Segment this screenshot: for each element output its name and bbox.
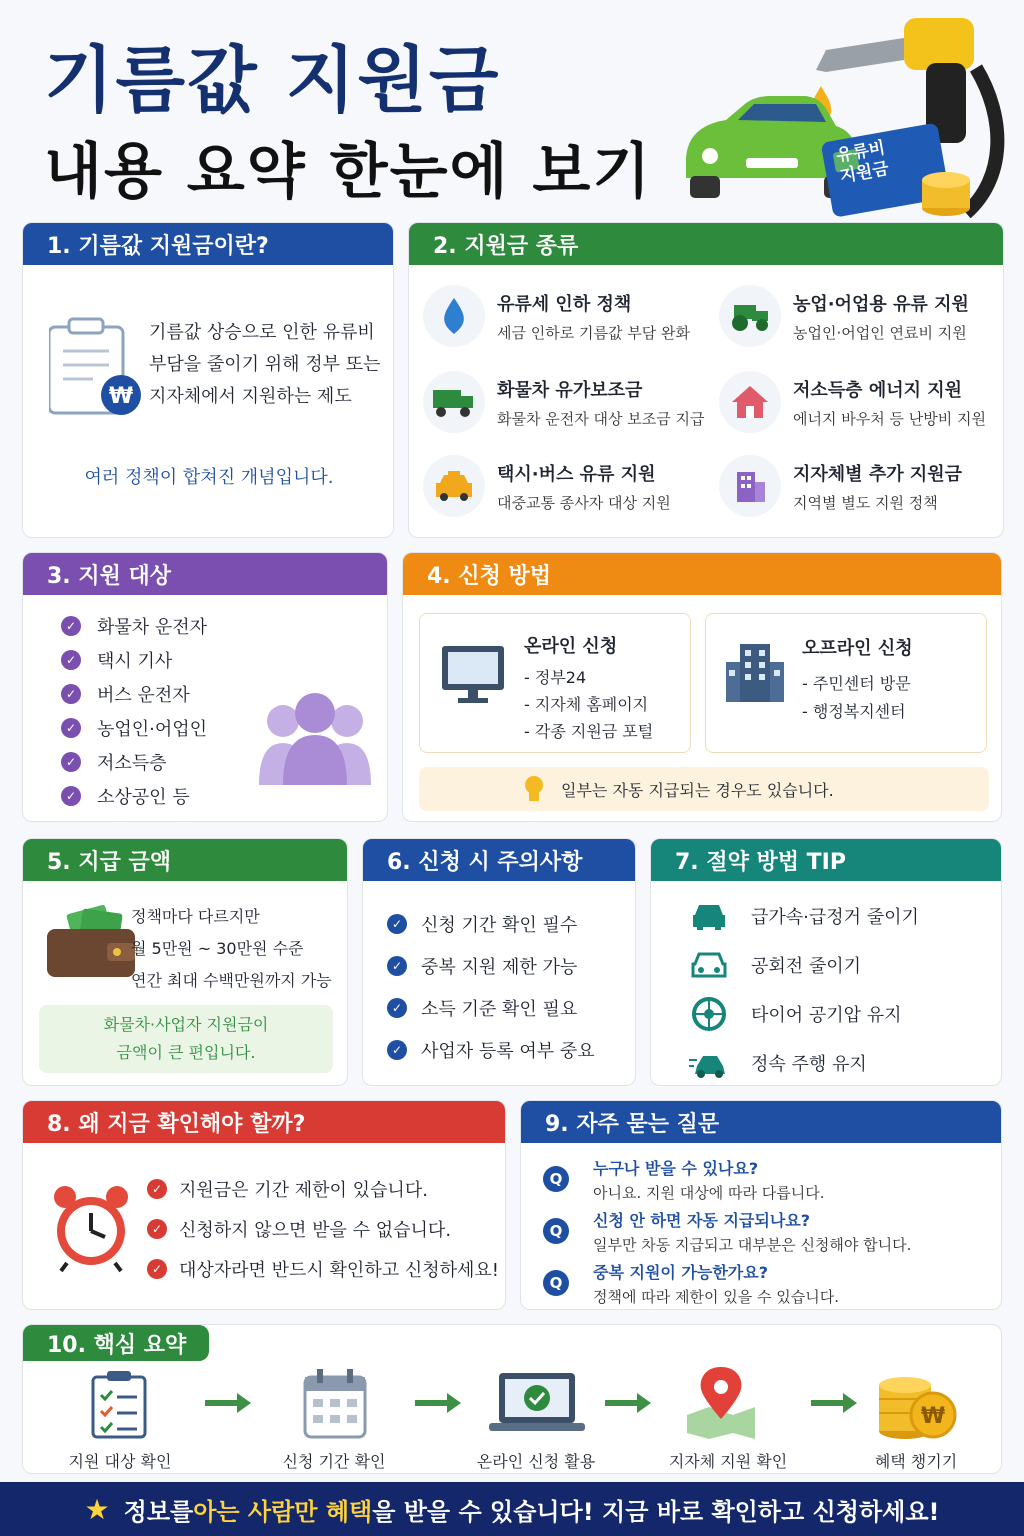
wallet-money-icon — [45, 905, 141, 981]
reason-item: ✓ 지원금은 기간 제한이 있습니다. — [147, 1169, 499, 1209]
eligibility-item: ✓ 저소득층 — [61, 745, 207, 779]
page-title: 기름값 지원금 — [44, 38, 501, 122]
section-header: 3. 지원 대상 — [23, 553, 387, 595]
svg-text:₩: ₩ — [108, 384, 134, 409]
coin-stack-icon — [922, 172, 970, 216]
building-icon — [733, 468, 767, 504]
step-label: 혜택 챙기기 — [874, 1452, 958, 1471]
fuel-nozzle-icon — [816, 18, 974, 143]
check-icon: ✓ — [387, 1040, 407, 1060]
section-saving-tips — [650, 838, 1002, 1086]
house-icon — [730, 384, 770, 420]
tip-item: 타이어 공기압 유지 — [689, 989, 919, 1038]
check-icon: ✓ — [387, 914, 407, 934]
footer-banner: ★ 정보를 아는 사람만 혜택 을 받을 수 있습니다! 지금 바로 확인하고 신청하세요! — [0, 1482, 1024, 1536]
tip-item: 공회전 줄이기 — [689, 940, 919, 989]
section-apply — [402, 552, 1002, 822]
reason-item: ✓ 신청하지 않으면 받을 수 없습니다. — [147, 1209, 499, 1249]
caution-item: ✓ 신청 기간 확인 필수 — [387, 903, 595, 945]
arrow-right-icon — [811, 1393, 857, 1413]
car-front-icon — [689, 901, 729, 931]
monitor-icon — [440, 644, 506, 706]
section-why-now — [22, 1100, 506, 1310]
arrow-right-icon — [205, 1393, 251, 1413]
step-label: 지자체 지원 확인 — [668, 1452, 788, 1471]
reason-item: ✓ 대상자라면 반드시 확인하고 신청하세요! — [147, 1249, 499, 1289]
section-types — [408, 222, 1004, 538]
section-header: 1. 기름값 지원금이란? — [23, 223, 394, 265]
map-pin-icon — [683, 1363, 759, 1441]
section-cautions — [362, 838, 636, 1086]
section-header: 10. 핵심 요약 — [23, 1325, 209, 1361]
office-building-icon — [724, 640, 786, 702]
eligibility-item: ✓ 농업인·어업인 — [61, 711, 207, 745]
speed-car-icon — [689, 1048, 729, 1078]
amount-note: 화물차·사업자 지원금이 금액이 큰 편입니다. — [39, 1005, 333, 1073]
question-icon: Q — [543, 1166, 569, 1192]
step-label: 지원 대상 확인 — [68, 1452, 172, 1471]
eligibility-item: ✓ 화물차 운전자 — [61, 609, 207, 643]
check-icon: ✓ — [147, 1179, 167, 1199]
section-description: 기름값 상승으로 인한 유류비 부담을 줄이기 위해 정부 또는 지자체에서 지원하는 제도 — [149, 322, 381, 407]
people-group-icon — [255, 691, 375, 787]
section-header: 8. 왜 지금 확인해야 할까? — [23, 1101, 505, 1143]
online-apply-box: 온라인 신청 - 정부24 - 지자체 홈페이지 - 각종 지원금 포털 — [419, 613, 691, 753]
star-icon: ★ — [84, 1492, 110, 1526]
section-header: 2. 지원금 종류 — [409, 223, 1003, 265]
check-icon: ✓ — [61, 650, 81, 670]
eligibility-item: ✓ 소상공인 등 — [61, 779, 207, 813]
section-eligibility — [22, 552, 388, 822]
amount-description: 정책마다 다르지만 월 5만원 ~ 30만원 수준 연간 최대 수백만원까지 가능 — [131, 907, 332, 990]
car-idle-icon — [689, 950, 729, 980]
calendar-icon — [303, 1369, 367, 1439]
section-what-is — [22, 222, 394, 538]
water-drop-icon — [437, 296, 471, 336]
section-header: 6. 신청 시 주의사항 — [363, 839, 635, 881]
svg-text:₩: ₩ — [920, 1404, 946, 1429]
won-coins-icon — [875, 1365, 957, 1441]
check-icon: ✓ — [387, 998, 407, 1018]
type-item: 농업·어업용 유류 지원 농업인·어업인 연료비 지원 — [719, 285, 969, 347]
step-label: 온라인 신청 활용 — [476, 1452, 596, 1471]
check-icon: ✓ — [147, 1219, 167, 1239]
alarm-clock-icon — [51, 1183, 131, 1273]
section-header: 7. 절약 방법 TIP — [651, 839, 1001, 881]
laptop-check-icon — [489, 1371, 585, 1437]
check-icon: ✓ — [61, 786, 81, 806]
eligibility-item: ✓ 택시 기사 — [61, 643, 207, 677]
tip-item: 정속 주행 유지 — [689, 1038, 919, 1086]
caution-item: ✓ 소득 기준 확인 필요 — [387, 987, 595, 1029]
type-item: 저소득층 에너지 지원 에너지 바우처 등 난방비 지원 — [719, 371, 986, 433]
offline-apply-box: 오프라인 신청 - 주민센터 방문 - 행정복지센터 — [705, 613, 987, 753]
section-amount — [22, 838, 348, 1086]
faq-item: Q 누구나 받을 수 있나요? 아니요. 지원 대상에 따라 다릅니다. — [543, 1153, 911, 1205]
check-icon: ✓ — [387, 956, 407, 976]
question-icon: Q — [543, 1218, 569, 1244]
truck-icon — [431, 386, 477, 418]
faq-item: Q 중복 지원이 가능한가요? 정책에 따라 제한이 있을 수 있습니다. — [543, 1257, 911, 1309]
type-item: 택시·버스 유류 지원 대중교통 종사자 대상 지원 — [423, 455, 671, 517]
lightbulb-icon — [523, 774, 545, 804]
clipboard-won-icon — [49, 317, 145, 417]
eligibility-item: ✓ 버스 운전자 — [61, 677, 207, 711]
faq-item: Q 신청 안 하면 자동 지급되나요? 일부만 차동 지급되고 대부분은 신청해야 합니다. — [543, 1205, 911, 1257]
tire-icon — [689, 997, 729, 1031]
check-icon: ✓ — [61, 684, 81, 704]
checklist-icon — [91, 1371, 147, 1439]
section-header: 4. 신청 방법 — [403, 553, 1001, 595]
check-icon: ✓ — [61, 718, 81, 738]
step-label: 신청 기간 확인 — [282, 1452, 386, 1471]
page-subtitle: 내용 요약 한눈에 보기 — [44, 137, 653, 207]
section-faq — [520, 1100, 1002, 1310]
taxi-icon — [434, 469, 474, 503]
check-icon: ✓ — [61, 616, 81, 636]
caution-item: ✓ 사업자 등록 여부 중요 — [387, 1029, 595, 1071]
type-item: 화물차 유가보조금 화물차 운전자 대상 보조금 지급 — [423, 371, 704, 433]
tractor-icon — [728, 299, 772, 333]
arrow-right-icon — [415, 1393, 461, 1413]
tip-item: 급가속·급정거 줄이기 — [689, 891, 919, 940]
section-note: 여러 정책이 합쳐진 개념입니다. — [84, 467, 334, 488]
arrow-right-icon — [605, 1393, 651, 1413]
caution-item: ✓ 중복 지원 제한 가능 — [387, 945, 595, 987]
check-icon: ✓ — [147, 1259, 167, 1279]
subsidy-card-label: 유류비 지원금 — [834, 138, 891, 187]
type-item: 유류세 인하 정책 세금 인하로 기름값 부담 완화 — [423, 285, 690, 347]
type-item: 지자체별 추가 지원금 지역별 별도 지원 정책 — [719, 455, 962, 517]
section-header: 9. 자주 묻는 질문 — [521, 1101, 1001, 1143]
section-header: 5. 지급 금액 — [23, 839, 347, 881]
section-key-summary — [22, 1324, 1002, 1474]
tip-banner: 일부는 자동 지급되는 경우도 있습니다. — [419, 767, 989, 811]
question-icon: Q — [543, 1270, 569, 1296]
check-icon: ✓ — [61, 752, 81, 772]
